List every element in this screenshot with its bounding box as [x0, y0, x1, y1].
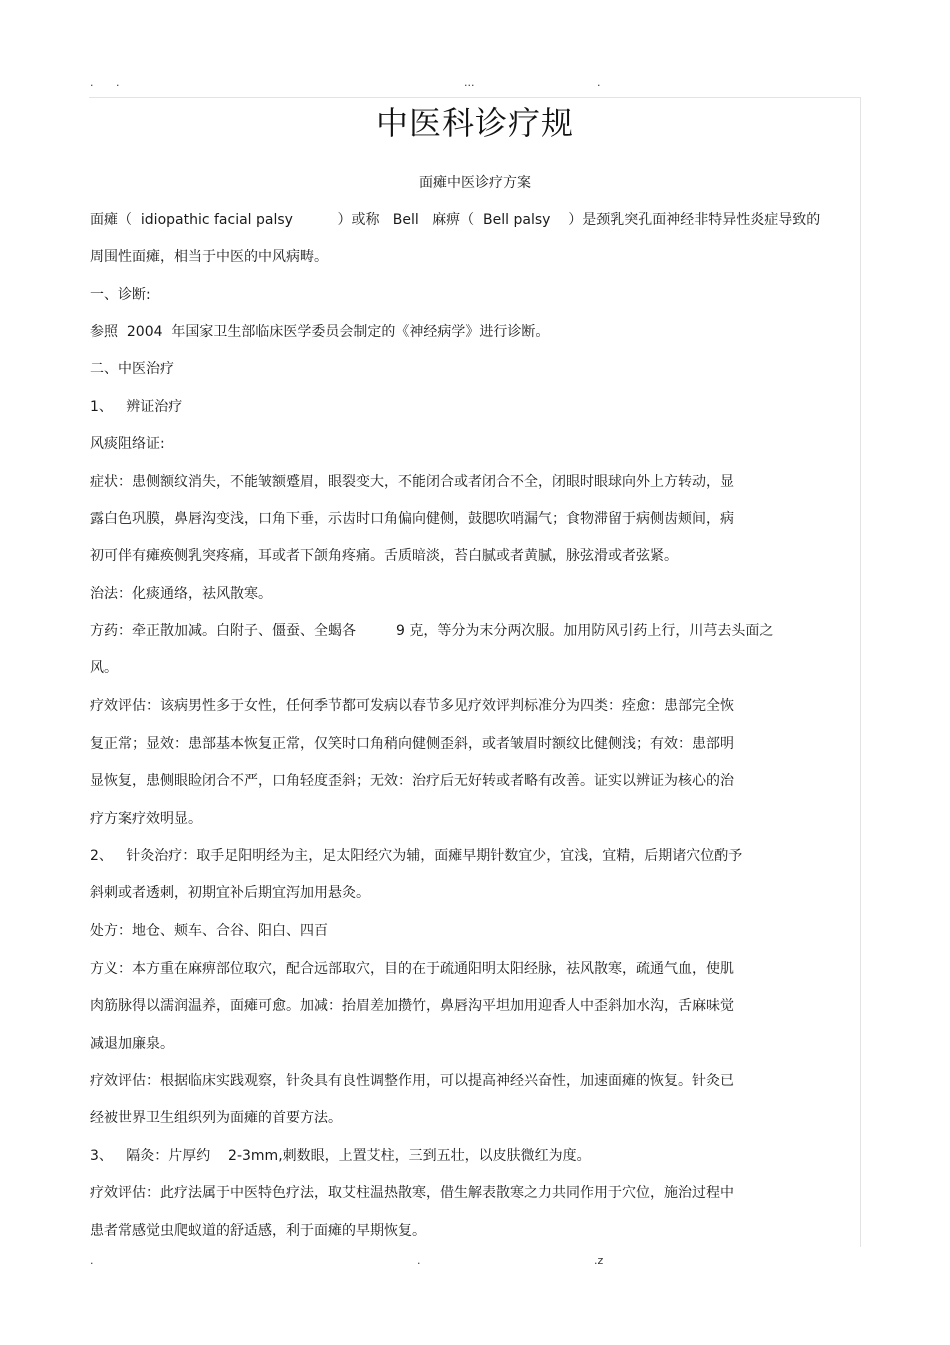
body-line: 肉筋脉得以濡润温养，面瘫可愈。加减：抬眉差加攒竹，鼻唇沟平坦加用迎香人中歪斜加水沟，舌麻味觉: [90, 998, 734, 1014]
body-line: 经被世界卫生组织列为面瘫的首要方法。: [90, 1110, 342, 1126]
body-line: 减退加廉泉。: [90, 1036, 174, 1052]
body-line: 露白色巩膜，鼻唇沟变浅，口角下垂，示齿时口角偏向健侧，鼓腮吹哨漏气；食物滞留于病侧齿颊间，病: [90, 511, 734, 527]
body-line: 处方：地仓、颊车、合谷、阳白、四百: [90, 923, 328, 939]
body-line: 3、 隔灸：片厚约 2-3mm,刺数眼，上置艾柱，三到五壮，以皮肤微红为度。: [90, 1148, 591, 1164]
body-line: 面瘫（ idiopathic facial palsy ）或称 Bell 麻痹（ Bell palsy ）是颈乳突孔面神经非特异性炎症导致的: [90, 212, 821, 228]
body-line: 治法：化痰通络，祛风散寒。: [90, 586, 272, 602]
body-line: 疗效评估：此疗法属于中医特色疗法，取艾柱温热散寒，借生解表散寒之力共同作用于穴位，施治过程中: [90, 1185, 734, 1201]
body-line: 疗效评估：根据临床实践观察，针灸具有良性调整作用，可以提高神经兴奋性，加速面瘫的恢复。针灸已: [90, 1073, 734, 1089]
body-line: 风。: [90, 660, 118, 676]
subsection-heading: 1、 辨证治疗: [90, 399, 183, 415]
body-line: 方义：本方重在麻痹部位取穴，配合远部取穴，目的在于疏通阳明太阳经脉，祛风散寒，疏通气血，使肌: [90, 961, 734, 977]
body-line: 显恢复，患侧眼睑闭合不严，口角轻度歪斜；无效：治疗后无好转或者略有改善。证实以辨证为核心的治: [90, 773, 734, 789]
footer-mark: .: [417, 1254, 421, 1267]
document-title: 中医科诊疗规: [375, 104, 574, 142]
document-subtitle: 面瘫中医诊疗方案: [419, 175, 531, 191]
body-line: 初可伴有瘫痪侧乳突疼痛，耳或者下颌角疼痛。舌质暗淡，苔白腻或者黄腻，脉弦滑或者弦紧。: [90, 548, 678, 564]
header-mark: .: [597, 76, 601, 89]
header-mark: ...: [464, 76, 475, 89]
header-mark: .: [90, 76, 94, 89]
footer-mark: .: [90, 1254, 94, 1267]
footer-mark: .z: [594, 1254, 604, 1267]
body-line: 复正常；显效：患部基本恢复正常，仅笑时口角稍向健侧歪斜，或者皱眉时额纹比健侧浅；有效：患部明: [90, 736, 734, 752]
section-heading: 一、诊断:: [90, 287, 151, 303]
body-line: 患者常感觉虫爬蚁道的舒适感，利于面瘫的早期恢复。: [90, 1223, 426, 1239]
body-line: 2、 针灸治疗：取手足阳明经为主，足太阳经穴为辅，面瘫早期针数宜少，宜浅，宜精，后期诸穴位酌予: [90, 848, 743, 864]
body-line: 方药：牵正散加减。白附子、僵蚕、全蝎各 9 克，等分为末分两次服。加用防风引药上行，川芎去头面之: [90, 623, 774, 639]
body-line: 斜刺或者透刺，初期宜补后期宜泻加用悬灸。: [90, 885, 370, 901]
body-line: 疗方案疗效明显。: [90, 811, 202, 827]
header-mark: .: [116, 76, 120, 89]
body-line: 风痰阻络证:: [90, 436, 165, 452]
body-line: 周围性面瘫，相当于中医的中风病畴。: [90, 249, 328, 265]
section-heading: 二、中医治疗: [90, 361, 174, 377]
page-border-right: [860, 97, 861, 1247]
body-line: 疗效评估：该病男性多于女性，任何季节都可发病以春节多见疗效评判标准分为四类：痊愈：患部完全恢: [90, 698, 734, 714]
body-line: 参照 2004 年国家卫生部临床医学委员会制定的《神经病学》进行诊断。: [90, 324, 550, 340]
body-line: 症状：患侧额纹消失，不能皱额蹙眉，眼裂变大，不能闭合或者闭合不全，闭眼时眼球向外上方转动，显: [90, 474, 734, 490]
